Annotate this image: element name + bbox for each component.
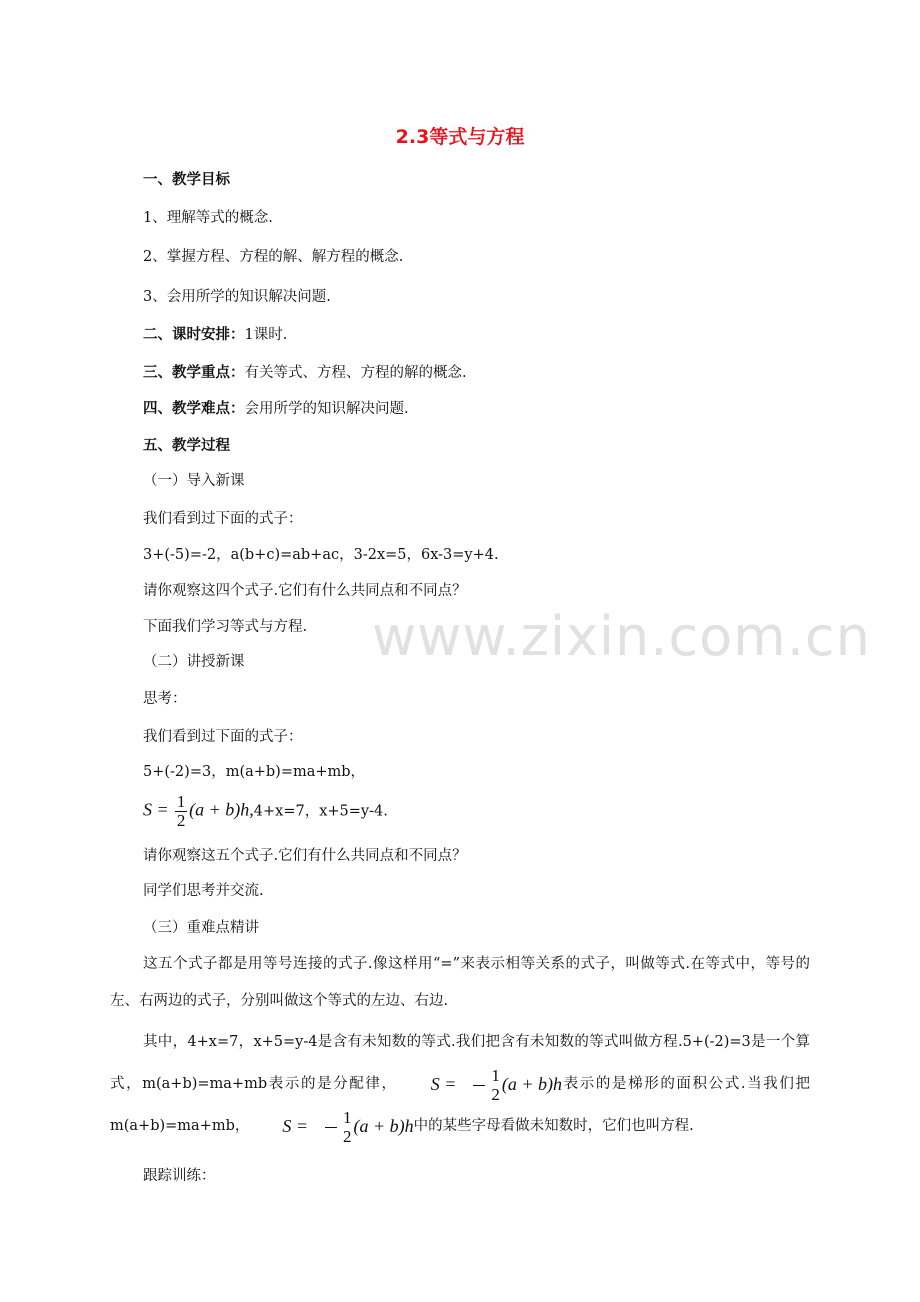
paragraph-text: 表示的是梯形的面积公式.当我们把m(a+b)=ma+mb， bbox=[110, 1076, 810, 1134]
key-point-text: 有关等式、方程、方程的解的概念. bbox=[244, 365, 467, 381]
key-point-label: 三、教学重点： bbox=[143, 365, 245, 381]
difficulty-line bbox=[143, 399, 409, 419]
expression-line: 5+(-2)=3，m(a+b)=ma+mb， bbox=[143, 764, 366, 780]
formula-rhs: (a + b)h bbox=[501, 1074, 562, 1094]
formula-comma: , bbox=[249, 799, 254, 820]
formula-lhs: S = bbox=[282, 1116, 309, 1136]
subheading-intro: （一）导入新课 bbox=[143, 473, 245, 489]
text-line: 思考： bbox=[143, 691, 187, 707]
subheading-key-points: （三）重难点精讲 bbox=[143, 920, 259, 936]
page-title: 2.3等式与方程 bbox=[395, 126, 525, 148]
formula-line bbox=[143, 793, 388, 830]
text-line: 下面我们学习等式与方程. bbox=[143, 619, 308, 635]
trapezoid-formula-inline bbox=[249, 1105, 413, 1147]
formula-fraction bbox=[175, 793, 187, 830]
formula-fraction bbox=[458, 1067, 500, 1104]
paragraph-text: 中的某些字母看做未知数时，它们也叫方程. bbox=[413, 1118, 694, 1134]
formula-lhs: S = bbox=[143, 799, 169, 820]
text-line: 我们看到过下面的式子： bbox=[143, 729, 303, 745]
formula-fraction bbox=[310, 1109, 352, 1146]
formula-rhs: (a + b)h bbox=[189, 799, 250, 820]
equation-paragraph bbox=[110, 1021, 810, 1147]
trapezoid-formula-inline bbox=[398, 1063, 562, 1105]
definition-paragraph: 这五个式子都是用等号连接的式子.像这样用“=”来表示相等关系的式子，叫做等式.在等式中，等号的左、右两边的式子，分别叫做这个等式的左边、右边. bbox=[110, 956, 810, 1009]
text-line: 同学们思考并交流. bbox=[143, 883, 264, 899]
fraction-numerator: 1 bbox=[343, 1108, 352, 1128]
paragraph-text: 其中，4+x=7，x+5=y-4是含有未知数的等式.我们把含有未知数的等式叫做方程.5+(-2)=3是一个算式，m(a+b)=ma+mb表示的是分配律， bbox=[110, 1034, 810, 1092]
section-heading-process: 五、教学过程 bbox=[143, 438, 230, 454]
fraction-denominator: 2 bbox=[343, 1127, 352, 1147]
fraction-numerator: 1 bbox=[176, 792, 186, 811]
difficulty-label: 四、教学难点： bbox=[143, 401, 245, 417]
goal-item: 1、理解等式的概念. bbox=[143, 210, 273, 226]
key-point-line bbox=[143, 363, 467, 383]
formula-rhs: (a + b)h bbox=[353, 1116, 414, 1136]
schedule-line bbox=[143, 325, 287, 345]
tracking-exercise-label: 跟踪训练： bbox=[143, 1168, 216, 1184]
section-heading-goals: 一、教学目标 bbox=[143, 172, 230, 188]
watermark: www.zixin.com.cn bbox=[372, 605, 871, 668]
formula-lhs: S = bbox=[430, 1074, 457, 1094]
difficulty-text: 会用所学的知识解决问题. bbox=[244, 401, 409, 417]
expression-line: 3+(-5)=-2，a(b+c)=ab+ac，3-2x=5，6x-3=y+4. bbox=[143, 547, 499, 563]
text-line: 请你观察这四个式子.它们有什么共同点和不同点？ bbox=[143, 583, 467, 599]
schedule-text: 1课时. bbox=[244, 327, 288, 343]
text-line: 请你观察这五个式子.它们有什么共同点和不同点？ bbox=[143, 848, 467, 864]
goal-item: 3、会用所学的知识解决问题. bbox=[143, 289, 331, 305]
schedule-label: 二、课时安排： bbox=[143, 327, 245, 343]
text-line: 我们看到过下面的式子： bbox=[143, 511, 303, 527]
fraction-numerator: 1 bbox=[491, 1066, 500, 1086]
formula-tail: 4+x=7，x+5=y-4. bbox=[253, 803, 388, 820]
subheading-lecture: （二）讲授新课 bbox=[143, 654, 245, 670]
goal-item: 2、掌握方程、方程的解、解方程的概念. bbox=[143, 249, 404, 265]
fraction-denominator: 2 bbox=[491, 1085, 500, 1105]
trapezoid-formula bbox=[143, 793, 254, 830]
fraction-denominator: 2 bbox=[176, 811, 186, 830]
